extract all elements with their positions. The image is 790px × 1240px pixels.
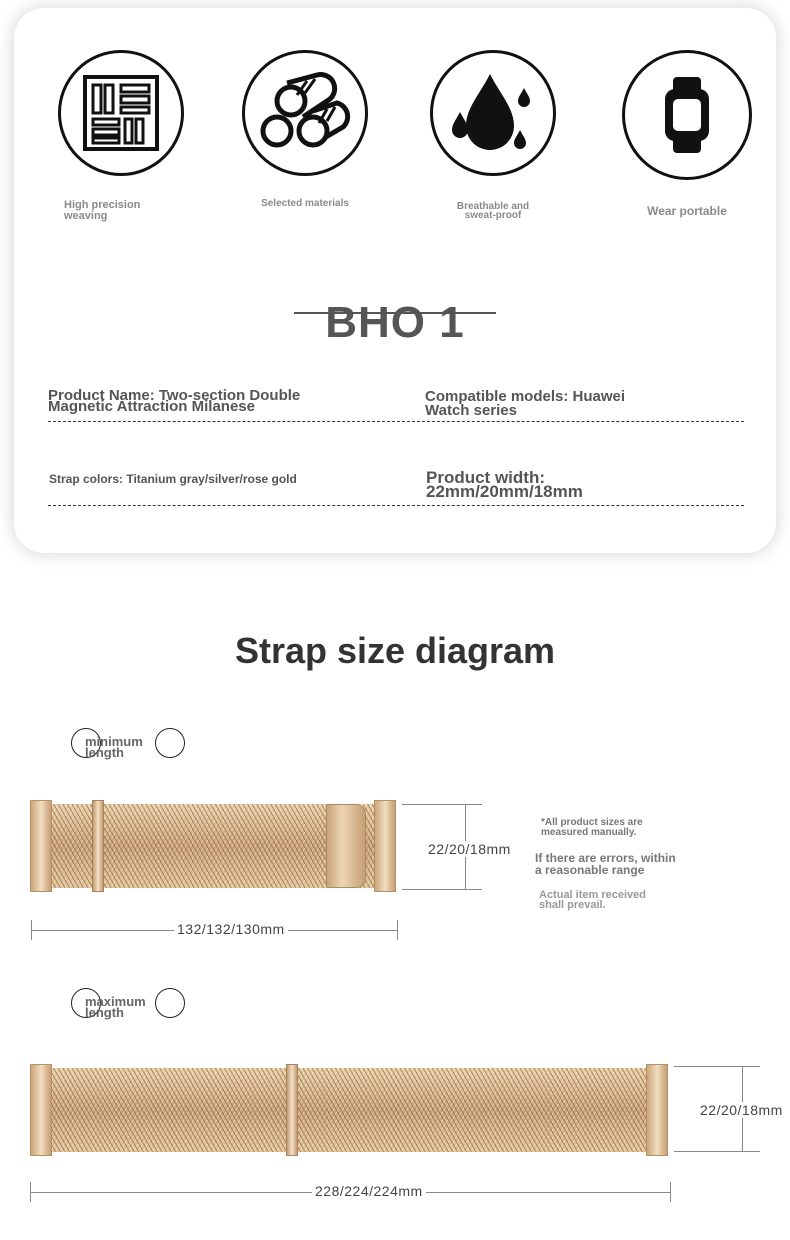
feature-materials [230, 50, 380, 209]
diagram-title: Strap size diagram [234, 630, 556, 671]
feature-label: Selected materials [261, 198, 349, 209]
feature-circle [430, 50, 556, 176]
water-drops-icon [448, 68, 538, 158]
feature-label: High precision weaving [64, 199, 141, 222]
feature-circle [242, 50, 368, 176]
strap-mesh [46, 1068, 656, 1152]
divider [48, 505, 744, 506]
strap-maximum [30, 1064, 670, 1156]
model-title: BHO 1 [325, 298, 465, 347]
feature-label: Wear portable [647, 204, 727, 218]
strap-buckle [286, 1064, 298, 1156]
note-manual-measure: *All product sizes are measured manually. [541, 817, 643, 838]
feature-weaving [46, 50, 196, 222]
strap-endcap-left [30, 1064, 52, 1156]
material-rolls-icon [257, 65, 353, 161]
maximum-length-tag [71, 988, 185, 1018]
strap-endcap-left [30, 800, 52, 892]
spec-width: Product width: 22mm/20mm/18mm [426, 468, 583, 501]
minimum-length-tag [71, 728, 185, 758]
smartwatch-icon [657, 75, 717, 155]
strap-endcap-right [646, 1064, 668, 1156]
width-line-top [402, 804, 482, 805]
strap-magnet [326, 804, 366, 888]
spec-product-name: Product Name: Two-section Double Magnetic Attraction Milanese [48, 387, 301, 415]
feature-breathable [418, 50, 568, 220]
minimum-length-label: minimum length [85, 734, 143, 760]
minimum-length-value: 132/132/130mm [174, 921, 288, 937]
feature-circle [58, 50, 184, 176]
length-tick-left [30, 1182, 31, 1202]
width-line-bottom [674, 1151, 760, 1152]
length-tick-right [670, 1182, 671, 1202]
length-tick-right [397, 920, 398, 940]
feature-circle [622, 50, 752, 180]
maximum-length-value: 228/224/224mm [312, 1183, 426, 1199]
note-errors: If there are errors, within a reasonable range [535, 851, 676, 877]
strap-buckle [92, 800, 104, 892]
length-tick-left [31, 920, 32, 940]
strap-minimum [30, 800, 398, 892]
weave-pattern-icon [81, 73, 161, 153]
strap-endcap-right [374, 800, 396, 892]
minimum-width-value: 22/20/18mm [425, 841, 514, 857]
spec-colors: Strap colors: Titanium gray/silver/rose gold [49, 472, 297, 486]
width-line-top [674, 1066, 760, 1067]
feature-label: Breathable and sweat-proof [456, 201, 530, 221]
width-line-bottom [402, 889, 482, 890]
note-actual-item: Actual item received shall prevail. [539, 889, 646, 911]
maximum-length-label: maximum length [85, 994, 146, 1020]
maximum-width-value: 22/20/18mm [697, 1102, 790, 1118]
divider [48, 421, 744, 422]
spec-compatible: Compatible models: Huawei Watch series [425, 388, 626, 419]
ring-right [155, 728, 185, 758]
feature-portable [612, 50, 762, 217]
ring-right [155, 988, 185, 1018]
